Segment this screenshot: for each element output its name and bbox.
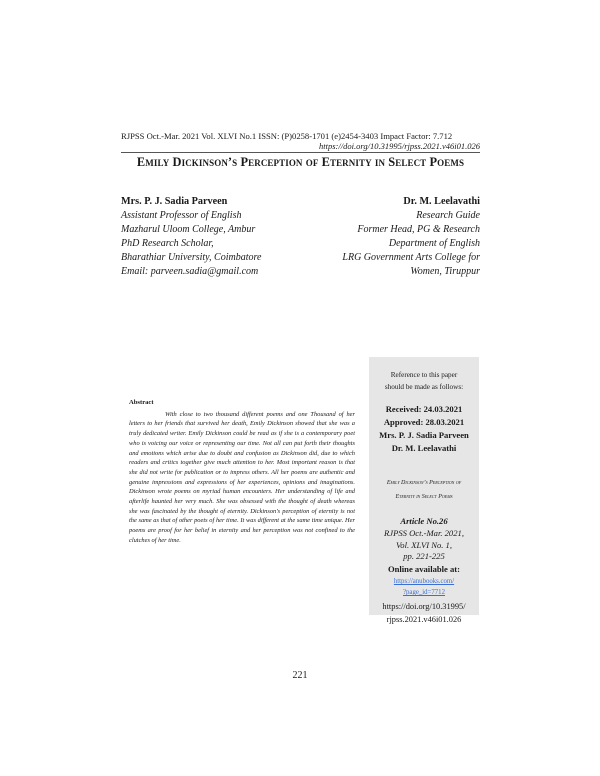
sidebar-author: Dr. M. Leelavathi bbox=[391, 443, 457, 453]
article-info bbox=[372, 516, 476, 563]
sidebar-title bbox=[372, 476, 476, 504]
affiliation-line: Research Guide bbox=[416, 210, 480, 221]
online-link[interactable] bbox=[372, 576, 476, 598]
article-number: Article No.26 bbox=[400, 516, 448, 526]
doi-header[interactable]: https://doi.org/10.31995/rjpss.2021.v46i01.026 bbox=[319, 141, 480, 151]
affiliation-line: PhD Research Scholar, bbox=[121, 238, 214, 249]
affiliation-line: Department of English bbox=[388, 238, 480, 249]
header-rule bbox=[121, 152, 480, 153]
affiliation-line: Women, Tiruppur bbox=[410, 266, 480, 277]
journal-header: RJPSS Oct.-Mar. 2021 Vol. XLVI No.1 ISSN: (P)0258-1701 (e)2454-3403 Impact Factor: 7.712 bbox=[121, 131, 453, 141]
author-block-2 bbox=[300, 195, 480, 279]
online-link-line[interactable]: ?page_id=7712 bbox=[403, 589, 445, 596]
page-number: 221 bbox=[292, 670, 308, 681]
affiliation-line: Mazharul Uloom College, Ambur bbox=[121, 224, 256, 235]
online-link-line[interactable]: https://anubooks.com/ bbox=[393, 578, 455, 585]
sidebar-title-line: Emily Dickinson’s Perception of bbox=[386, 480, 462, 486]
reference-note bbox=[372, 369, 476, 393]
sidebar-doi[interactable] bbox=[372, 600, 476, 626]
received-date: Received: 24.03.2021 bbox=[385, 404, 463, 414]
publication-dates bbox=[372, 403, 476, 455]
approved-date: Approved: 28.03.2021 bbox=[383, 417, 465, 427]
affiliation-line: Former Head, PG & Research bbox=[357, 224, 480, 235]
sidebar-title-line: Eternity in Select Poems bbox=[395, 494, 453, 500]
affiliation-line: Assistant Professor of English bbox=[121, 210, 242, 221]
affiliation-line: LRG Government Arts College for bbox=[342, 252, 480, 263]
reference-note-line: should be made as follows: bbox=[384, 383, 464, 391]
affiliation-line: Bharathiar University, Coimbatore bbox=[121, 252, 262, 263]
online-label: Online available at: bbox=[387, 564, 461, 574]
author-name: Mrs. P. J. Sadia Parveen bbox=[121, 196, 228, 207]
author-block-1 bbox=[121, 195, 321, 279]
volume: Vol. XLVI No. 1, bbox=[395, 539, 453, 550]
pages: pp. 221-225 bbox=[403, 551, 445, 562]
author-name: Dr. M. Leelavathi bbox=[403, 196, 480, 207]
sidebar-author: Mrs. P. J. Sadia Parveen bbox=[379, 430, 469, 440]
sidebar-doi-line[interactable]: rjpss.2021.v46i01.026 bbox=[386, 615, 462, 624]
abstract-text: With close to two thousand different poems and one Thousand of her letters to her friends that survived her death, Emily Dickinson showed that she was a truly dedicated writer. Emily Dickinson could be read as if she is a contemporary poet who is voicing our voice or representing our time. Not all can put forth their thoughts and emotions which arise due to doubt and confusion as Dickinson did, due to which readers and critics together give much attention to her. Most important reason is that she did not write for publication or to impress others. All her poems are authentic and genuine impressions and expressions of her experiences, opinions and imaginations. Dickinson wrote poems on myriad human encounters. Her understanding of life and afterlife haunted her very much. She was obsessed with the thought of death whereas she was fascinated by the thought of eternity. Dickinson's perception of eternity is not the same as that of other poets of her time. It was different at the same time unique. Her poems are proof for her belief in eternity and her perception was not confined to the clutches of her time. bbox=[129, 410, 355, 544]
author-email[interactable]: Email: parveen.sadia@gmail.com bbox=[121, 266, 259, 277]
paper-title: Emily Dickinson’s Perception of Eternity in Select Poems bbox=[136, 155, 465, 169]
sidebar-doi-line[interactable]: https://doi.org/10.31995/ bbox=[382, 602, 466, 611]
reference-note-line: Reference to this paper bbox=[390, 371, 458, 379]
abstract-heading: Abstract bbox=[129, 399, 154, 406]
abstract bbox=[129, 398, 355, 546]
journal-issue: RJPSS Oct.-Mar. 2021, bbox=[384, 527, 464, 538]
